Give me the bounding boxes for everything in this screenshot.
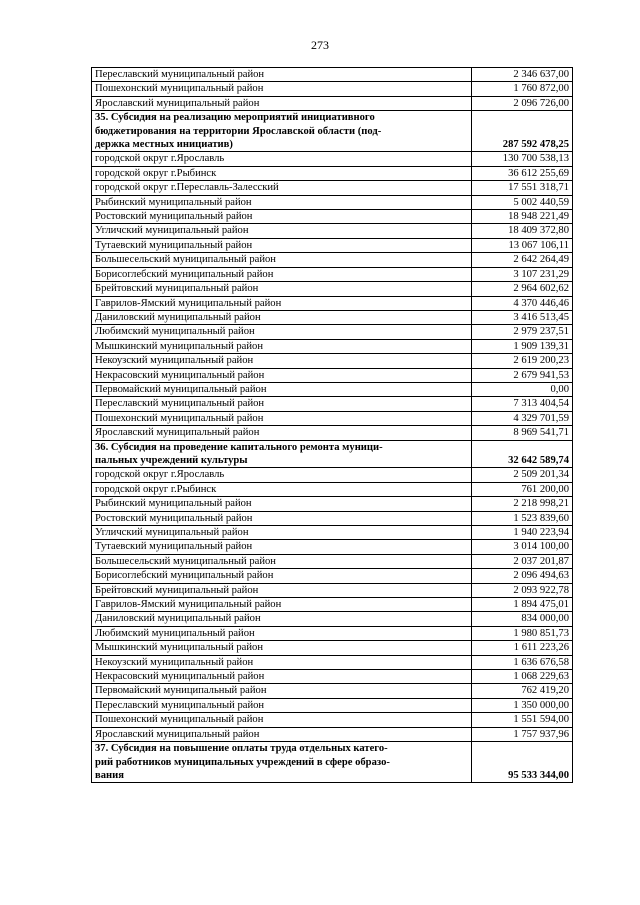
subsidy-table-body [92,68,573,783]
table-row [92,526,573,540]
amount-cell: 4 370 446,46 [472,296,573,310]
table-row [92,296,573,310]
amount-cell: 7 313 404,54 [472,397,573,411]
amount-cell: 1 611 223,26 [472,641,573,655]
amount-cell: 130 700 538,13 [472,152,573,166]
amount-cell: 1 909 139,31 [472,339,573,353]
amount-cell: 2 096 726,00 [472,96,573,110]
amount-cell: 2 679 941,53 [472,368,573,382]
amount-cell: 0,00 [472,382,573,396]
amount-cell: 2 642 264,49 [472,253,573,267]
section-title-line: рий работников муниципальных учреждений в сфере образо- [95,756,390,768]
table-row [92,497,573,511]
section-title [92,111,472,152]
amount-cell: 1 940 223,94 [472,526,573,540]
recipient-name: Любимский муниципальный район [92,325,472,339]
amount-cell: 2 037 201,87 [472,554,573,568]
table-row [92,698,573,712]
table-row [92,339,573,353]
recipient-name: Переславский муниципальный район [92,68,472,82]
recipient-name: Любимский муниципальный район [92,626,472,640]
recipient-name: Ростовский муниципальный район [92,511,472,525]
section-title-line: держка местных инициатив) [95,139,233,151]
table-row [92,511,573,525]
amount-cell: 2 619 200,23 [472,354,573,368]
recipient-name: Ярославский муниципальный район [92,96,472,110]
section-title-line: бюджетирования на территории Ярославской области (под- [95,125,382,137]
table-row [92,325,573,339]
table-row [92,267,573,281]
section-title-line: вания [95,769,124,781]
amount-cell: 2 964 602,62 [472,282,573,296]
amount-cell: 1 350 000,00 [472,698,573,712]
table-row [92,82,573,96]
table-row [92,598,573,612]
amount-cell: 2 979 237,51 [472,325,573,339]
table-row [92,670,573,684]
amount-cell: 2 093 922,78 [472,583,573,597]
recipient-name: Некоузский муниципальный район [92,655,472,669]
recipient-name: Рыбинский муниципальный район [92,497,472,511]
recipient-name: Гаврилов-Ямский муниципальный район [92,296,472,310]
recipient-name: Ростовский муниципальный район [92,210,472,224]
section-total-amount: 287 592 478,25 [472,111,573,152]
recipient-name: Даниловский муниципальный район [92,612,472,626]
recipient-name: Некрасовский муниципальный район [92,670,472,684]
amount-cell: 2 218 998,21 [472,497,573,511]
table-row [92,727,573,741]
recipient-name: Большесельский муниципальный район [92,253,472,267]
amount-cell: 834 000,00 [472,612,573,626]
amount-cell: 761 200,00 [472,482,573,496]
table-row [92,655,573,669]
table-row [92,411,573,425]
recipient-name: Борисоглебский муниципальный район [92,569,472,583]
amount-cell: 17 551 318,71 [472,181,573,195]
amount-cell: 1 551 594,00 [472,713,573,727]
table-row [92,468,573,482]
recipient-name: Переславский муниципальный район [92,397,472,411]
amount-cell: 1 894 475,01 [472,598,573,612]
table-row [92,96,573,110]
recipient-name: Угличский муниципальный район [92,526,472,540]
recipient-name: Гаврилов-Ямский муниципальный район [92,598,472,612]
section-title [92,742,472,783]
table-row [92,583,573,597]
recipient-name: Ярославский муниципальный район [92,727,472,741]
recipient-name: Рыбинский муниципальный район [92,195,472,209]
table-row [92,152,573,166]
amount-cell: 1 068 229,63 [472,670,573,684]
table-row [92,626,573,640]
recipient-name: Ярославский муниципальный район [92,426,472,440]
recipient-name: Борисоглебский муниципальный район [92,267,472,281]
section-total-amount: 32 642 589,74 [472,440,573,468]
table-row [92,397,573,411]
amount-cell: 2 509 201,34 [472,468,573,482]
section-header-row [92,111,573,152]
table-row [92,426,573,440]
recipient-name: Некоузский муниципальный район [92,354,472,368]
table-row [92,166,573,180]
table-row [92,282,573,296]
recipient-name: Пошехонский муниципальный район [92,411,472,425]
amount-cell: 3 416 513,45 [472,310,573,324]
recipient-name: городской округ г.Ярославль [92,152,472,166]
amount-cell: 2 096 494,63 [472,569,573,583]
amount-cell: 8 969 541,71 [472,426,573,440]
recipient-name: Брейтовский муниципальный район [92,583,472,597]
amount-cell: 36 612 255,69 [472,166,573,180]
subsidy-table [91,67,573,783]
table-row [92,641,573,655]
recipient-name: Тутаевский муниципальный район [92,238,472,252]
table-row [92,253,573,267]
amount-cell: 2 346 637,00 [472,68,573,82]
recipient-name: Некрасовский муниципальный район [92,368,472,382]
table-row [92,238,573,252]
recipient-name: Большесельский муниципальный район [92,554,472,568]
recipient-name: городской округ г.Переславль-Залесский [92,181,472,195]
recipient-name: Пошехонский муниципальный район [92,713,472,727]
amount-cell: 1 757 937,96 [472,727,573,741]
section-header-row [92,440,573,468]
amount-cell: 3 014 100,00 [472,540,573,554]
amount-cell: 1 523 839,60 [472,511,573,525]
amount-cell: 1 980 851,73 [472,626,573,640]
recipient-name: Брейтовский муниципальный район [92,282,472,296]
recipient-name: Первомайский муниципальный район [92,382,472,396]
amount-cell: 4 329 701,59 [472,411,573,425]
section-title-line: 36. Субсидия на проведение капитального ремонта муници- [95,441,383,453]
recipient-name: Мышкинский муниципальный район [92,641,472,655]
recipient-name: городской округ г.Ярославль [92,468,472,482]
table-row [92,181,573,195]
amount-cell: 5 002 440,59 [472,195,573,209]
table-row [92,310,573,324]
table-row [92,382,573,396]
amount-cell: 13 067 106,11 [472,238,573,252]
table-row [92,224,573,238]
recipient-name: городской округ г.Рыбинск [92,166,472,180]
recipient-name: Даниловский муниципальный район [92,310,472,324]
table-row [92,210,573,224]
recipient-name: Мышкинский муниципальный район [92,339,472,353]
section-total-amount: 95 533 344,00 [472,742,573,783]
page-number: 273 [311,38,329,52]
table-row [92,684,573,698]
table-row [92,554,573,568]
section-header-row [92,742,573,783]
amount-cell: 3 107 231,29 [472,267,573,281]
recipient-name: Пошехонский муниципальный район [92,82,472,96]
recipient-name: Угличский муниципальный район [92,224,472,238]
recipient-name: городской округ г.Рыбинск [92,482,472,496]
table-row [92,540,573,554]
section-title [92,440,472,468]
amount-cell: 18 948 221,49 [472,210,573,224]
table-row [92,68,573,82]
section-title-line: 35. Субсидия на реализацию мероприятий инициативного [95,112,375,124]
table-row [92,368,573,382]
amount-cell: 762 419,20 [472,684,573,698]
recipient-name: Тутаевский муниципальный район [92,540,472,554]
amount-cell: 18 409 372,80 [472,224,573,238]
amount-cell: 1 636 676,58 [472,655,573,669]
table-row [92,713,573,727]
table-row [92,354,573,368]
table-row [92,569,573,583]
recipient-name: Переславский муниципальный район [92,698,472,712]
amount-cell: 1 760 872,00 [472,82,573,96]
section-title-line: пальных учреждений культуры [95,454,248,466]
table-row [92,612,573,626]
table-row [92,195,573,209]
table-row [92,482,573,496]
recipient-name: Первомайский муниципальный район [92,684,472,698]
section-title-line: 37. Субсидия на повышение оплаты труда отдельных катего- [95,743,388,755]
